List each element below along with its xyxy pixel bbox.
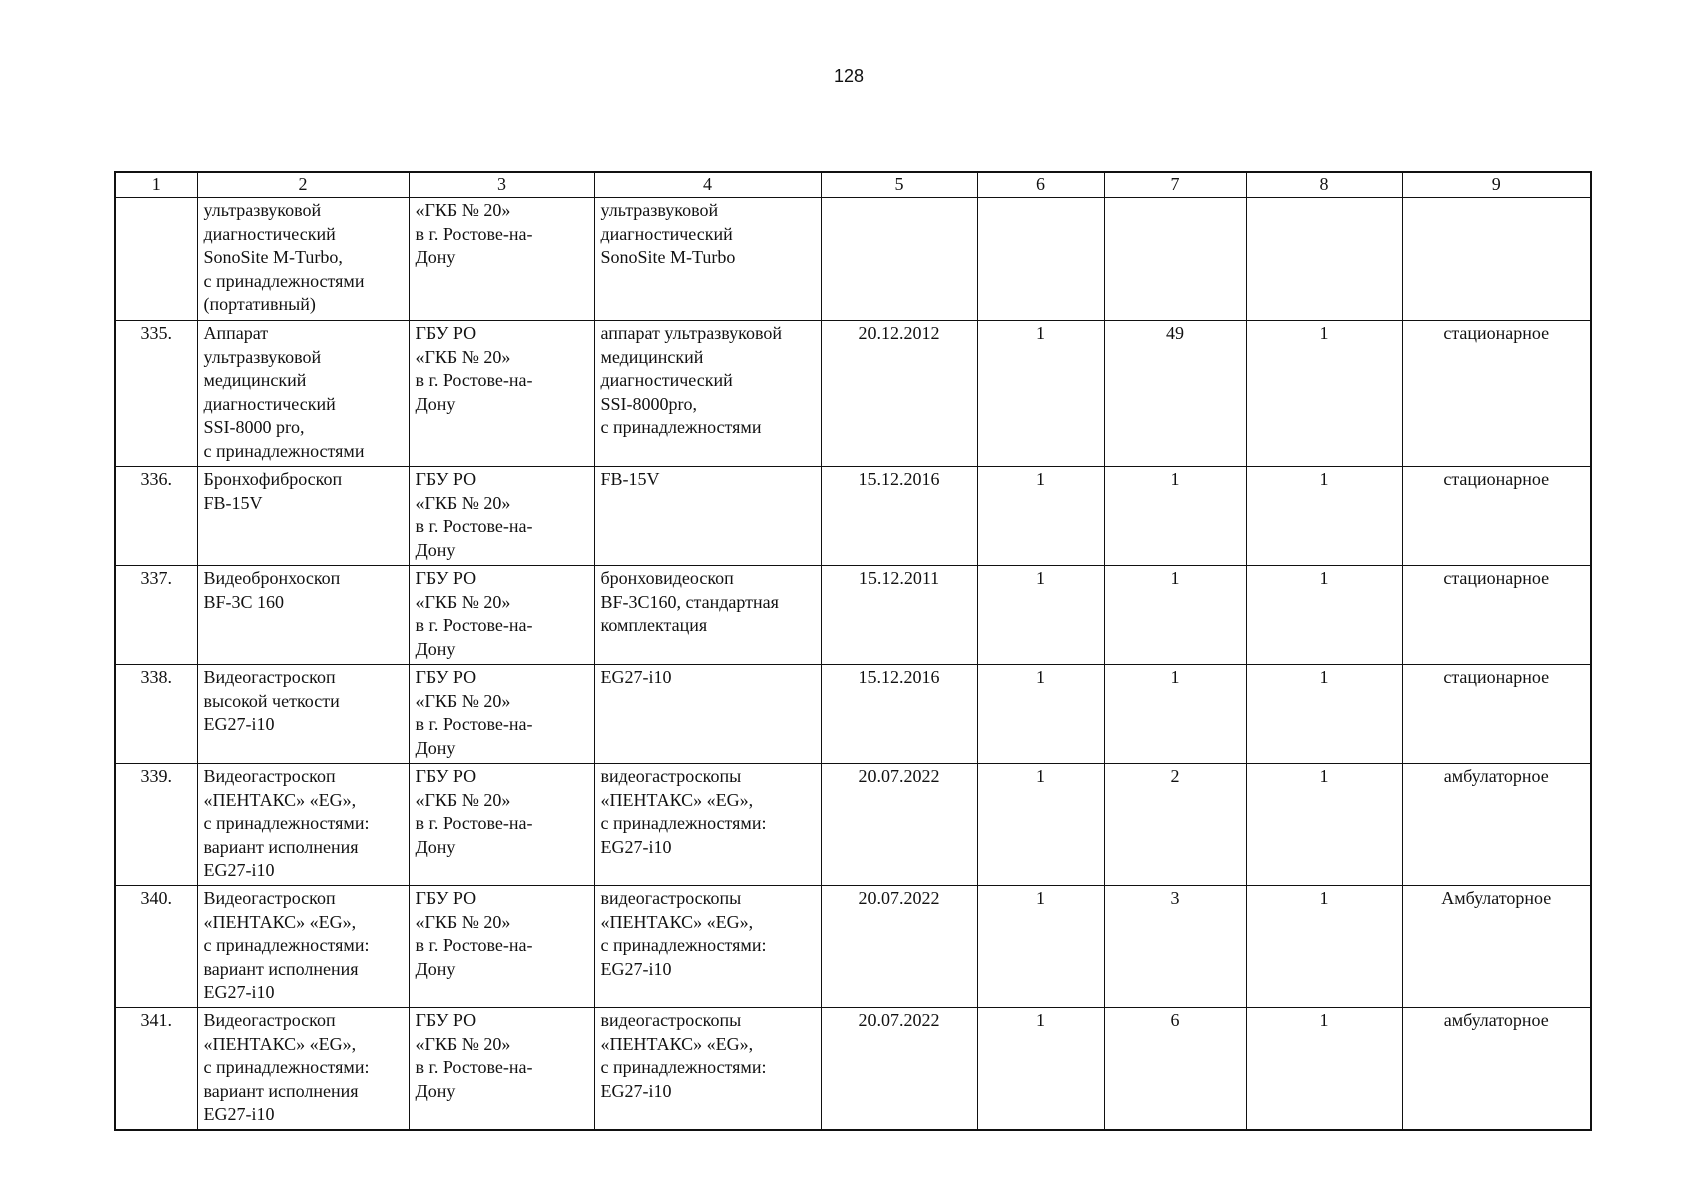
column-header-3: 3 bbox=[409, 172, 594, 198]
page-number: 128 bbox=[833, 66, 865, 86]
column-7-value: 6 bbox=[1104, 1008, 1246, 1130]
equipment-name: Аппарат ультразвуковой медицинский диагностический SSI-8000 pro, с принадлежностями bbox=[197, 321, 409, 467]
column-header-8: 8 bbox=[1246, 172, 1402, 198]
table-row bbox=[115, 886, 1591, 1008]
table-row bbox=[115, 467, 1591, 566]
column-7-value: 1 bbox=[1104, 566, 1246, 665]
organization: ГБУ РО «ГКБ № 20» в г. Ростове-на- Дону bbox=[409, 566, 594, 665]
row-number: 337. bbox=[115, 566, 197, 665]
organization: ГБУ РО «ГКБ № 20» в г. Ростове-на- Дону bbox=[409, 467, 594, 566]
date: 20.07.2022 bbox=[821, 886, 977, 1008]
column-6-value bbox=[977, 198, 1104, 321]
column-8-value: 1 bbox=[1246, 764, 1402, 886]
row-number: 338. bbox=[115, 665, 197, 764]
row-number: 335. bbox=[115, 321, 197, 467]
model-description: EG27-i10 bbox=[594, 665, 821, 764]
column-6-value: 1 bbox=[977, 764, 1104, 886]
organization: ГБУ РО «ГКБ № 20» в г. Ростове-на- Дону bbox=[409, 764, 594, 886]
column-7-value: 1 bbox=[1104, 467, 1246, 566]
row-number: 340. bbox=[115, 886, 197, 1008]
usage-type: стационарное bbox=[1402, 566, 1591, 665]
date: 20.07.2022 bbox=[821, 764, 977, 886]
usage-type: амбулаторное bbox=[1402, 1008, 1591, 1130]
model-description: FB-15V bbox=[594, 467, 821, 566]
column-6-value: 1 bbox=[977, 886, 1104, 1008]
usage-type: Амбулаторное bbox=[1402, 886, 1591, 1008]
column-8-value: 1 bbox=[1246, 886, 1402, 1008]
column-7-value: 49 bbox=[1104, 321, 1246, 467]
date bbox=[821, 198, 977, 321]
column-6-value: 1 bbox=[977, 665, 1104, 764]
organization: ГБУ РО «ГКБ № 20» в г. Ростове-на- Дону bbox=[409, 321, 594, 467]
column-7-value: 1 bbox=[1104, 665, 1246, 764]
usage-type bbox=[1402, 198, 1591, 321]
column-8-value: 1 bbox=[1246, 321, 1402, 467]
row-number: 336. bbox=[115, 467, 197, 566]
equipment-name: Бронхофиброскоп FB-15V bbox=[197, 467, 409, 566]
column-7-value: 3 bbox=[1104, 886, 1246, 1008]
usage-type: стационарное bbox=[1402, 665, 1591, 764]
row-number bbox=[115, 198, 197, 321]
model-description: видеогастроскопы «ПЕНТАКС» «EG», с принадлежностями: EG27-i10 bbox=[594, 764, 821, 886]
organization: ГБУ РО «ГКБ № 20» в г. Ростове-на- Дону bbox=[409, 665, 594, 764]
equipment-name: Видеобронхоскоп BF-3C 160 bbox=[197, 566, 409, 665]
usage-type: стационарное bbox=[1402, 467, 1591, 566]
column-8-value: 1 bbox=[1246, 566, 1402, 665]
table-row bbox=[115, 198, 1591, 321]
table-row bbox=[115, 321, 1591, 467]
table-row bbox=[115, 665, 1591, 764]
organization: ГБУ РО «ГКБ № 20» в г. Ростове-на- Дону bbox=[409, 886, 594, 1008]
table-header-row bbox=[115, 172, 1591, 198]
column-6-value: 1 bbox=[977, 321, 1104, 467]
column-header-5: 5 bbox=[821, 172, 977, 198]
column-6-value: 1 bbox=[977, 467, 1104, 566]
column-8-value: 1 bbox=[1246, 467, 1402, 566]
column-7-value bbox=[1104, 198, 1246, 321]
column-8-value: 1 bbox=[1246, 665, 1402, 764]
date: 15.12.2016 bbox=[821, 665, 977, 764]
column-header-1: 1 bbox=[115, 172, 197, 198]
date: 20.07.2022 bbox=[821, 1008, 977, 1130]
column-header-9: 9 bbox=[1402, 172, 1591, 198]
organization: «ГКБ № 20» в г. Ростове-на- Дону bbox=[409, 198, 594, 321]
usage-type: амбулаторное bbox=[1402, 764, 1591, 886]
equipment-name: Видеогастроскоп «ПЕНТАКС» «EG», с принадлежностями: вариант исполнения EG27-i10 bbox=[197, 886, 409, 1008]
table-row bbox=[115, 566, 1591, 665]
column-8-value bbox=[1246, 198, 1402, 321]
row-number: 341. bbox=[115, 1008, 197, 1130]
model-description: видеогастроскопы «ПЕНТАКС» «EG», с принадлежностями: EG27-i10 bbox=[594, 1008, 821, 1130]
column-6-value: 1 bbox=[977, 566, 1104, 665]
model-description: бронховидеоскоп BF-3C160, стандартная комплектация bbox=[594, 566, 821, 665]
equipment-name: Видеогастроскоп «ПЕНТАКС» «EG», с принадлежностями: вариант исполнения EG27-i10 bbox=[197, 764, 409, 886]
model-description: ультразвуковой диагностический SonoSite M-Turbo bbox=[594, 198, 821, 321]
column-header-2: 2 bbox=[197, 172, 409, 198]
usage-type: стационарное bbox=[1402, 321, 1591, 467]
equipment-table bbox=[114, 171, 1592, 1131]
date: 20.12.2012 bbox=[821, 321, 977, 467]
equipment-name: ультразвуковой диагностический SonoSite M-Turbo, с принадлежностями (портативный) bbox=[197, 198, 409, 321]
model-description: видеогастроскопы «ПЕНТАКС» «EG», с принадлежностями: EG27-i10 bbox=[594, 886, 821, 1008]
column-header-4: 4 bbox=[594, 172, 821, 198]
equipment-name: Видеогастроскоп «ПЕНТАКС» «EG», с принадлежностями: вариант исполнения EG27-i10 bbox=[197, 1008, 409, 1130]
column-6-value: 1 bbox=[977, 1008, 1104, 1130]
column-7-value: 2 bbox=[1104, 764, 1246, 886]
column-8-value: 1 bbox=[1246, 1008, 1402, 1130]
date: 15.12.2011 bbox=[821, 566, 977, 665]
table-row bbox=[115, 1008, 1591, 1130]
model-description: аппарат ультразвуковой медицинский диагностический SSI-8000pro, с принадлежностями bbox=[594, 321, 821, 467]
column-header-6: 6 bbox=[977, 172, 1104, 198]
column-header-7: 7 bbox=[1104, 172, 1246, 198]
date: 15.12.2016 bbox=[821, 467, 977, 566]
table-row bbox=[115, 764, 1591, 886]
equipment-name: Видеогастроскоп высокой четкости EG27-i10 bbox=[197, 665, 409, 764]
organization: ГБУ РО «ГКБ № 20» в г. Ростове-на- Дону bbox=[409, 1008, 594, 1130]
row-number: 339. bbox=[115, 764, 197, 886]
